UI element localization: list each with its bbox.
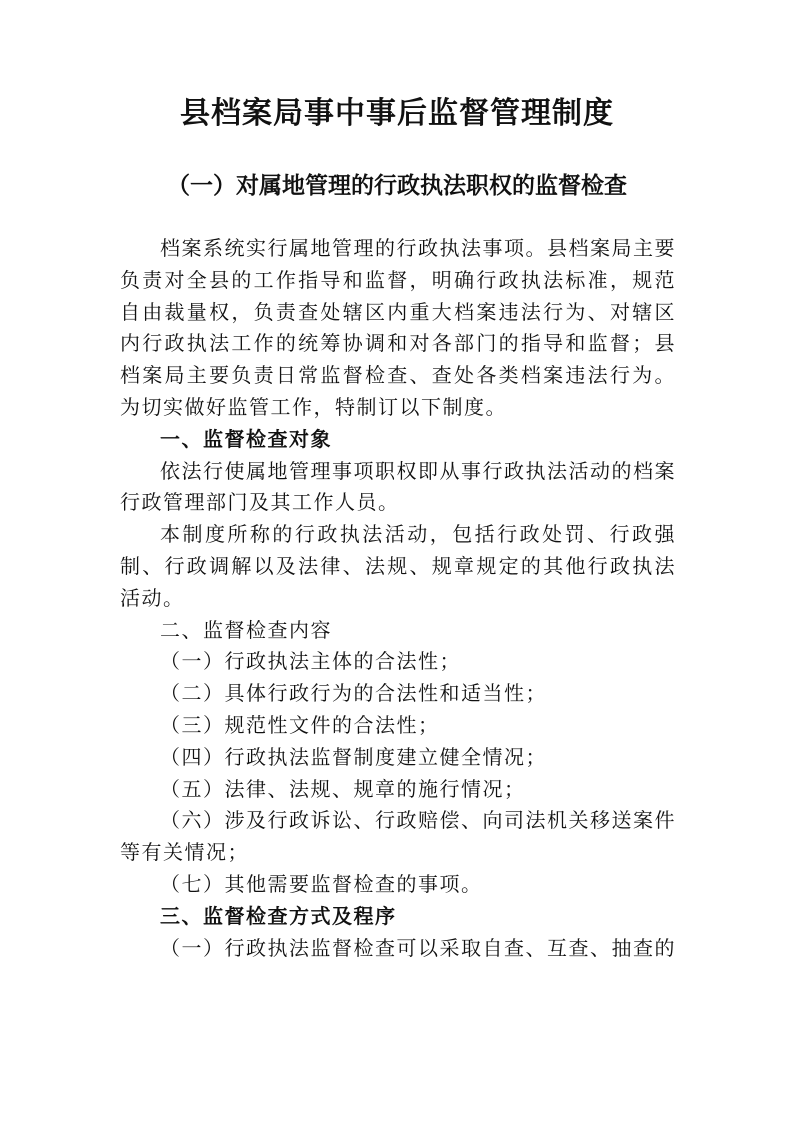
body-paragraph: 本制度所称的行政执法活动，包括行政处罚、行政强制、行政调解以及法律、法规、规章规定的其他行政执法活动。 xyxy=(120,522,676,610)
body-paragraph: 依法行使属地管理事项职权即从事行政执法活动的档案行政管理部门及其工作人员。 xyxy=(120,458,676,515)
section-heading: 二、监督检查内容 xyxy=(160,617,332,642)
list-item: （一）行政执法主体的合法性； xyxy=(160,649,461,674)
section-heading: 一、监督检查对象 xyxy=(160,426,332,451)
list-item: （五）法律、法规、规章的施行情况； xyxy=(160,776,526,801)
document-title: 县档案局事中事后监督管理制度 xyxy=(180,96,614,131)
list-item: （一）行政执法监督检查可以采取自查、互查、抽查的 xyxy=(160,935,676,960)
document-subtitle: （一）对属地管理的行政执法职权的监督检查 xyxy=(167,172,627,199)
list-item: （六）涉及行政诉讼、行政赔偿、向司法机关移送案件等有关情况； xyxy=(120,808,676,865)
section-heading: 三、监督检查方式及程序 xyxy=(160,903,397,928)
document-body xyxy=(120,233,676,964)
intro-paragraph: 档案系统实行属地管理的行政执法事项。县档案局主要负责对全县的工作指导和监督，明确行政执法标准，规范自由裁量权，负责查处辖区内重大档案违法行为、对辖区内行政执法工作的统筹协调和对各部门的指导和监督；县档案局主要负责日常监督检查、查处各类档案违法行为。为切实做好监管工作，特制订以下制度。 xyxy=(120,236,676,419)
list-item: （四）行政执法监督制度建立健全情况； xyxy=(160,744,547,769)
list-item: （三）规范性文件的合法性； xyxy=(160,712,440,737)
list-item: （二）具体行政行为的合法性和适当性； xyxy=(160,681,547,706)
list-item: （七）其他需要监督检查的事项。 xyxy=(160,871,483,896)
